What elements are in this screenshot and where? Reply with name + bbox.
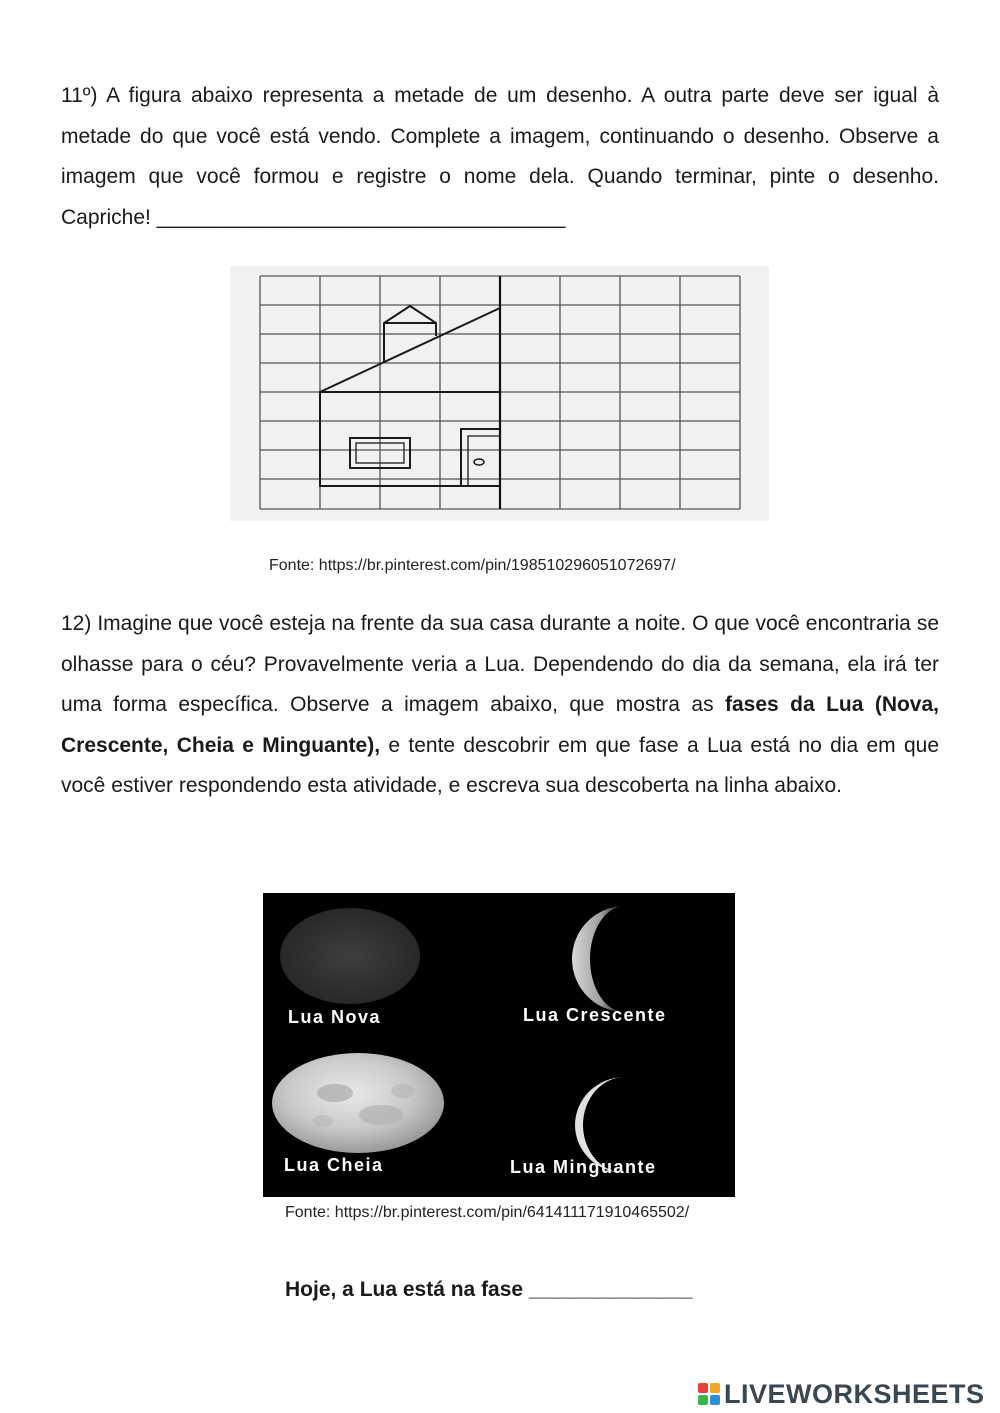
answer-prompt: Hoje, a Lua está na fase ______________ [285, 1278, 693, 1301]
house-half-drawing [230, 266, 769, 521]
question-12-text [61, 604, 939, 807]
liveworksheets-logo [698, 1377, 985, 1411]
liveworksheets-logo-icon [698, 1379, 722, 1409]
label-lua-crescente: Lua Crescente [523, 1005, 667, 1025]
moon-phases-emphasis: fases da Lua (Nova, Crescente, Cheia e Minguante), [61, 693, 940, 757]
logo-block [710, 1383, 720, 1393]
new-moon [280, 908, 420, 1004]
label-lua-nova: Lua Nova [288, 1007, 382, 1027]
question-12-text-part1: 12) Imagine que você esteja na frente da sua casa durante a noite. O que você encontraria se olhasse para o céu? Provavelmente veria a Lua. Dependendo do dia da semana, ela irá ter uma forma específica. Observe a imagem abaixo, que mostra as [61, 612, 939, 716]
logo-block [698, 1395, 708, 1405]
roof-line [320, 308, 500, 392]
full-moon [272, 1053, 444, 1153]
moon-phases-image [263, 893, 735, 1197]
label-lua-cheia: Lua Cheia [284, 1155, 384, 1175]
door-knob [474, 459, 484, 465]
moon-image-source: Fonte: https://br.pinterest.com/pin/641411171910465502/ [285, 1204, 690, 1221]
liveworksheets-wordmark: LIVEWORKSHEETS [724, 1378, 985, 1409]
question-12-text-part2: e tente descobrir em que fase a Lua está no dia em que você estiver respondendo esta atividade, e escreva sua descoberta na linha abaixo. [61, 733, 939, 797]
question-11-text: 11º) A figura abaixo representa a metade de um desenho. A outra parte deve ser igual à metade do que você está vendo. Complete a imagem, continuando o desenho. Observe a imagem que você formou e registre o nome dela. Quando terminar, pinte o desenho. Capriche! ___________________________________ [61, 84, 939, 229]
label-lua-minguante: Lua Minguante [510, 1157, 657, 1177]
logo-block [698, 1383, 708, 1393]
door-outer [461, 429, 500, 486]
crescent-moon [572, 906, 625, 1012]
logo-block [710, 1395, 720, 1405]
house-image-source: Fonte: https://br.pinterest.com/pin/198510296051072697/ [269, 557, 676, 574]
